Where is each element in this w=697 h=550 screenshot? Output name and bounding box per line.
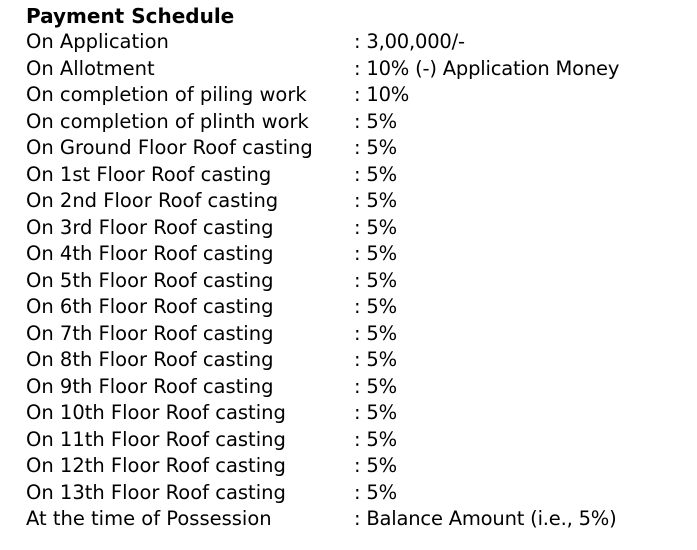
schedule-amount: : Balance Amount (i.e., 5%) [354, 507, 617, 530]
schedule-stage: On 3rd Floor Roof casting [26, 215, 274, 239]
schedule-row [26, 162, 686, 189]
schedule-row [26, 215, 686, 242]
schedule-stage: On 1st Floor Roof casting [26, 162, 272, 186]
schedule-row [26, 188, 686, 215]
schedule-row [26, 56, 686, 83]
schedule-row [26, 374, 686, 401]
schedule-row [26, 268, 686, 295]
schedule-row [26, 347, 686, 374]
payment-schedule-list [26, 29, 686, 533]
schedule-stage: On 2nd Floor Roof casting [26, 189, 279, 212]
schedule-amount: : 5% [354, 374, 397, 398]
schedule-amount: : 5% [354, 189, 397, 212]
schedule-row [26, 321, 686, 348]
schedule-amount: : 5% [354, 215, 397, 239]
schedule-stage: On 7th Floor Roof casting [26, 321, 274, 345]
schedule-stage: On completion of piling work [26, 83, 307, 106]
schedule-amount: : 5% [354, 242, 397, 265]
schedule-amount: : 5% [354, 427, 397, 451]
schedule-row [26, 29, 686, 56]
schedule-amount: : 5% [354, 401, 397, 424]
schedule-row [26, 427, 686, 454]
schedule-stage: On 9th Floor Roof casting [26, 374, 274, 398]
schedule-amount: : 5% [354, 136, 397, 159]
schedule-row [26, 480, 686, 507]
schedule-stage: On Allotment [26, 56, 155, 80]
schedule-amount: : 10% (-) Application Money [354, 56, 620, 80]
schedule-amount: : 5% [354, 268, 397, 292]
schedule-stage: On 4th Floor Roof casting [26, 242, 274, 265]
schedule-amount: : 5% [354, 454, 397, 477]
schedule-stage: At the time of Possession [26, 507, 272, 530]
schedule-stage: On 10th Floor Roof casting [26, 401, 286, 424]
schedule-stage: On 13th Floor Roof casting [26, 480, 286, 504]
schedule-amount: : 10% [354, 83, 410, 106]
schedule-stage: On Application [26, 30, 169, 53]
schedule-row [26, 294, 686, 321]
schedule-row [26, 453, 686, 480]
schedule-amount: : 5% [354, 348, 397, 371]
schedule-stage: On 8th Floor Roof casting [26, 348, 274, 371]
schedule-row [26, 109, 686, 136]
schedule-amount: : 3,00,000/- [354, 30, 465, 53]
schedule-amount: : 5% [354, 295, 397, 318]
schedule-row [26, 506, 686, 533]
schedule-row [26, 135, 686, 162]
schedule-amount: : 5% [354, 109, 397, 133]
page-title: Payment Schedule [26, 4, 235, 28]
schedule-amount: : 5% [354, 162, 397, 186]
schedule-stage: On Ground Floor Roof casting [26, 136, 313, 159]
schedule-amount: : 5% [354, 321, 397, 345]
schedule-stage: On 5th Floor Roof casting [26, 268, 274, 292]
schedule-stage: On 11th Floor Roof casting [26, 427, 286, 451]
schedule-row [26, 400, 686, 427]
schedule-stage: On 12th Floor Roof casting [26, 454, 286, 477]
schedule-stage: On 6th Floor Roof casting [26, 295, 274, 318]
schedule-amount: : 5% [354, 480, 397, 504]
schedule-stage: On completion of plinth work [26, 109, 309, 133]
schedule-row [26, 241, 686, 268]
schedule-row [26, 82, 686, 109]
